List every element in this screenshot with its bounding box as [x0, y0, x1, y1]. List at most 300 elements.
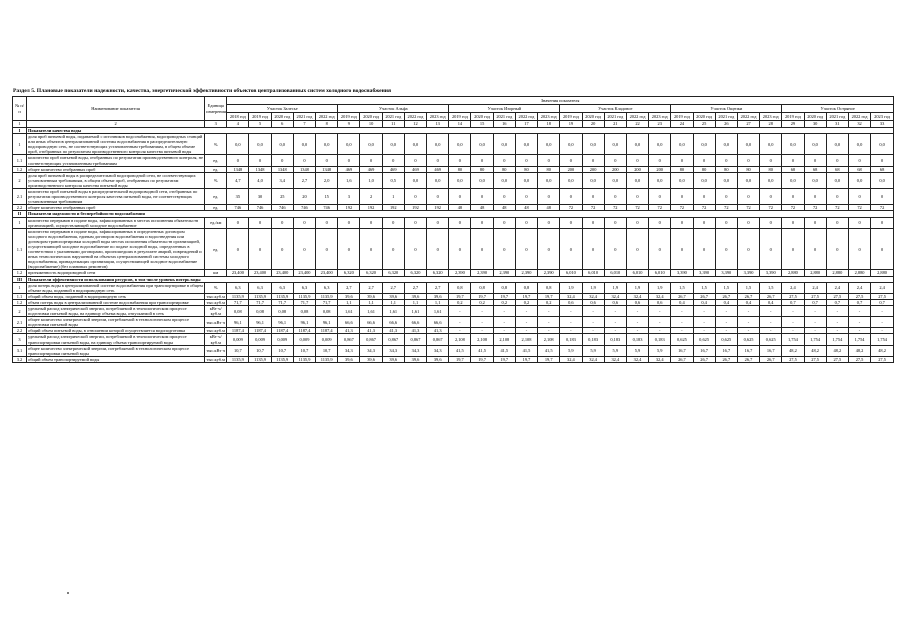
- value-cell: -: [538, 317, 560, 328]
- value-cell: 1,754: [804, 334, 826, 345]
- value-cell: 72: [582, 205, 604, 211]
- value-cell: 0,0: [871, 172, 894, 188]
- value-cell: 0,183: [604, 334, 626, 345]
- value-cell: -: [826, 306, 848, 317]
- value-cell: 48: [471, 205, 493, 211]
- value-cell: 2,880: [826, 270, 848, 276]
- indicator-name: удельный расход электрической энергии, потребляемой в технологическом процессе транспортировки питьевой воды, на единицу объема транспортируемой воды: [27, 334, 205, 345]
- value-cell: 0: [671, 228, 693, 270]
- value-cell: 0,0: [538, 172, 560, 188]
- value-cell: 0: [760, 217, 782, 228]
- column-number: 21: [604, 121, 626, 128]
- value-cell: 1,1: [382, 299, 404, 305]
- value-cell: 3,390: [693, 270, 715, 276]
- header-year: 2020 год: [804, 113, 826, 121]
- value-cell: -: [604, 306, 626, 317]
- value-cell: 0: [293, 217, 315, 228]
- value-cell: 0,0: [404, 172, 426, 188]
- value-cell: 0,0: [848, 172, 870, 188]
- value-cell: 0,867: [338, 334, 360, 345]
- value-cell: 0: [760, 155, 782, 166]
- value-cell: 0: [871, 228, 894, 270]
- value-cell: 27,5: [804, 293, 826, 299]
- value-cell: 1,61: [360, 306, 382, 317]
- section-title: Показатели качества воды: [27, 128, 894, 134]
- value-cell: -: [604, 317, 626, 328]
- value-cell: 1,5: [715, 282, 737, 293]
- value-cell: 200: [560, 166, 582, 172]
- value-cell: 0,0: [693, 172, 715, 188]
- value-cell: -: [626, 317, 648, 328]
- value-cell: 48,2: [848, 345, 870, 356]
- value-cell: 0: [871, 189, 894, 205]
- value-cell: 0,08: [293, 306, 315, 317]
- value-cell: 27,5: [782, 293, 804, 299]
- value-cell: 32,4: [604, 356, 626, 362]
- value-cell: 0: [626, 189, 648, 205]
- value-cell: 0,0: [249, 134, 271, 155]
- value-cell: 19,7: [515, 356, 537, 362]
- table-row: [13, 282, 894, 293]
- header-year: 2020 год: [360, 113, 382, 121]
- value-cell: -: [804, 317, 826, 328]
- value-cell: -: [493, 317, 515, 328]
- value-cell: 3,4: [271, 172, 293, 188]
- value-cell: 0: [538, 189, 560, 205]
- value-cell: 1348: [271, 166, 293, 172]
- value-cell: 48: [538, 205, 560, 211]
- header-year: 2022 год: [515, 113, 537, 121]
- value-cell: 2,108: [515, 334, 537, 345]
- value-cell: 39,6: [382, 293, 404, 299]
- value-cell: 0,183: [649, 334, 671, 345]
- value-cell: 48: [515, 205, 537, 211]
- value-cell: 39,6: [338, 293, 360, 299]
- value-cell: 192: [382, 205, 404, 211]
- value-cell: 23,400: [316, 270, 338, 276]
- value-cell: -: [449, 306, 471, 317]
- row-number: 2.1: [13, 189, 27, 205]
- value-cell: 34,3: [382, 345, 404, 356]
- value-cell: 1,1: [338, 299, 360, 305]
- value-cell: 71,7: [316, 299, 338, 305]
- unit-cell: %: [205, 134, 227, 155]
- value-cell: 0,867: [382, 334, 404, 345]
- value-cell: 39,6: [404, 293, 426, 299]
- header-year: 2019 год: [249, 113, 271, 121]
- table-row: [13, 356, 894, 362]
- value-cell: 0: [626, 228, 648, 270]
- value-cell: 0: [382, 228, 404, 270]
- value-cell: 16,7: [693, 345, 715, 356]
- header-site: Участок Альфа: [338, 105, 449, 113]
- value-cell: 1,754: [848, 334, 870, 345]
- header-year: 2023 год: [427, 113, 449, 121]
- value-cell: 26,7: [760, 356, 782, 362]
- value-cell: 1187,4: [227, 328, 249, 334]
- value-cell: 1135,9: [293, 293, 315, 299]
- value-cell: 72: [760, 205, 782, 211]
- value-cell: 0: [316, 217, 338, 228]
- indicator-name: общий объем транспортируемой воды: [27, 356, 205, 362]
- value-cell: 0,7: [848, 299, 870, 305]
- table-row: [13, 155, 894, 166]
- value-cell: 0,0: [227, 134, 249, 155]
- header-year: 2020 год: [693, 113, 715, 121]
- value-cell: 2,390: [449, 270, 471, 276]
- column-number: 18: [538, 121, 560, 128]
- value-cell: 41,5: [471, 345, 493, 356]
- value-cell: 0,0: [604, 172, 626, 188]
- column-number: 24: [671, 121, 693, 128]
- value-cell: 2,7: [427, 282, 449, 293]
- value-cell: 469: [404, 166, 426, 172]
- value-cell: 1348: [249, 166, 271, 172]
- value-cell: 0,0: [515, 172, 537, 188]
- unit-cell: тыс.кВт·ч: [205, 345, 227, 356]
- indicator-name: общий объем воды, поданной в водопроводную сеть: [27, 293, 205, 299]
- value-cell: 0: [760, 228, 782, 270]
- value-cell: 0,0: [449, 134, 471, 155]
- value-cell: 19,7: [471, 356, 493, 362]
- value-cell: 6,3: [271, 282, 293, 293]
- value-cell: 2,880: [804, 270, 826, 276]
- value-cell: 0: [804, 189, 826, 205]
- value-cell: -: [582, 317, 604, 328]
- value-cell: 10,7: [249, 345, 271, 356]
- value-cell: 0,0: [582, 134, 604, 155]
- value-cell: 48: [493, 205, 515, 211]
- value-cell: 0: [737, 217, 759, 228]
- value-cell: 10,7: [227, 345, 249, 356]
- value-cell: 72: [671, 205, 693, 211]
- value-cell: 0,0: [693, 134, 715, 155]
- value-cell: 192: [360, 205, 382, 211]
- header-year: 2019 год: [449, 113, 471, 121]
- column-number: 4: [227, 121, 249, 128]
- indicator-name: общее количество отобранных проб: [27, 166, 205, 172]
- value-cell: -: [826, 317, 848, 328]
- value-cell: -: [826, 328, 848, 334]
- column-number: 13: [427, 121, 449, 128]
- value-cell: 26,7: [693, 293, 715, 299]
- value-cell: 0,0: [538, 134, 560, 155]
- indicator-name: доля проб питьевой воды, подаваемой с источников водоснабжения, водопроводных станций или иных объектов централизованной системы водоснабжения в распределительную водопроводную сеть, не соответствующих установленным требованиям, в общем объеме проб, отобранных по результатам производственного контроля качества питьевой воды: [27, 134, 205, 155]
- value-cell: 1135,9: [249, 293, 271, 299]
- value-cell: 27,5: [848, 356, 870, 362]
- value-cell: 80: [737, 166, 759, 172]
- value-cell: 41,3: [404, 328, 426, 334]
- value-cell: 0,183: [560, 334, 582, 345]
- value-cell: 0,0: [760, 134, 782, 155]
- value-cell: 2,390: [538, 270, 560, 276]
- value-cell: 0,009: [293, 334, 315, 345]
- value-cell: 0: [515, 189, 537, 205]
- value-cell: 0: [848, 217, 870, 228]
- value-cell: 0: [782, 217, 804, 228]
- row-number: 1: [13, 282, 27, 293]
- value-cell: 19,7: [493, 356, 515, 362]
- value-cell: 48: [449, 205, 471, 211]
- value-cell: 0,0: [560, 172, 582, 188]
- value-cell: 41,5: [449, 345, 471, 356]
- value-cell: 6,010: [560, 270, 582, 276]
- value-cell: 32,4: [626, 293, 648, 299]
- value-cell: 39,6: [382, 356, 404, 362]
- value-cell: -: [715, 317, 737, 328]
- value-cell: 23,400: [271, 270, 293, 276]
- value-cell: -: [760, 328, 782, 334]
- value-cell: -: [760, 306, 782, 317]
- row-number: 3.1: [13, 345, 27, 356]
- value-cell: 32,4: [560, 293, 582, 299]
- value-cell: 39,6: [338, 356, 360, 362]
- value-cell: 34,3: [427, 345, 449, 356]
- indicator-name: доля потерь воды в централизованной системе водоснабжения при транспортировке в общем объеме воды, поданной в водопроводную сеть: [28, 282, 203, 293]
- header-year: 2023 год: [538, 113, 560, 121]
- value-cell: 0,0: [471, 172, 493, 188]
- value-cell: 0: [360, 155, 382, 166]
- header-year: 2021 год: [715, 113, 737, 121]
- value-cell: 2,108: [471, 334, 493, 345]
- value-cell: -: [626, 328, 648, 334]
- value-cell: 15: [316, 189, 338, 205]
- value-cell: 72: [715, 205, 737, 211]
- value-cell: 0: [582, 155, 604, 166]
- value-cell: 19,7: [449, 356, 471, 362]
- value-cell: 0,5: [382, 172, 404, 188]
- value-cell: 6,3: [316, 282, 338, 293]
- row-number: 1.2: [13, 299, 27, 305]
- value-cell: -: [493, 306, 515, 317]
- value-cell: 2,4: [782, 282, 804, 293]
- value-cell: 66,6: [382, 317, 404, 328]
- column-number: 10: [360, 121, 382, 128]
- value-cell: 0: [671, 155, 693, 166]
- value-cell: 72: [693, 205, 715, 211]
- value-cell: -: [626, 306, 648, 317]
- column-number: 11: [382, 121, 404, 128]
- table-row: [13, 172, 894, 188]
- value-cell: 0: [693, 217, 715, 228]
- value-cell: -: [538, 328, 560, 334]
- value-cell: 80: [715, 166, 737, 172]
- value-cell: 3: [338, 189, 360, 205]
- value-cell: 2,880: [782, 270, 804, 276]
- value-cell: 0,183: [582, 334, 604, 345]
- value-cell: 0: [227, 228, 249, 270]
- value-cell: 0: [449, 189, 471, 205]
- unit-cell: тыс.куб.м: [206, 328, 225, 334]
- value-cell: 0: [582, 189, 604, 205]
- value-cell: 0,0: [582, 172, 604, 188]
- value-cell: 0,0: [515, 134, 537, 155]
- value-cell: 0,0: [782, 172, 804, 188]
- table-row: [13, 189, 894, 205]
- value-cell: 0: [316, 155, 338, 166]
- value-cell: 0: [515, 217, 537, 228]
- value-cell: 1,9: [626, 282, 648, 293]
- value-cell: 0,4: [671, 299, 693, 305]
- value-cell: 0,2: [515, 299, 537, 305]
- value-cell: 746: [227, 205, 249, 211]
- value-cell: -: [715, 306, 737, 317]
- value-cell: 0: [227, 155, 249, 166]
- value-cell: 2,108: [449, 334, 471, 345]
- table-row: [13, 306, 894, 317]
- value-cell: 2,880: [871, 270, 894, 276]
- indicator-name: протяженность водопроводной сети: [27, 270, 205, 276]
- value-cell: 0: [427, 217, 449, 228]
- value-cell: -: [515, 306, 537, 317]
- value-cell: 200: [649, 166, 671, 172]
- row-number: 1: [13, 134, 27, 155]
- unit-cell: %: [205, 172, 227, 188]
- row-number: 2.2: [13, 328, 27, 334]
- value-cell: 1,1: [360, 299, 382, 305]
- value-cell: 6,010: [649, 270, 671, 276]
- value-cell: 0,2: [449, 299, 471, 305]
- value-cell: -: [782, 328, 804, 334]
- column-number: 2: [27, 121, 205, 128]
- column-number: 33: [871, 121, 894, 128]
- value-cell: 5,9: [582, 345, 604, 356]
- scan-speck: [67, 592, 69, 594]
- value-cell: 72: [848, 205, 870, 211]
- column-number: 12: [404, 121, 426, 128]
- header-year: 2022 год: [404, 113, 426, 121]
- value-cell: 0: [382, 217, 404, 228]
- value-cell: 0,08: [249, 306, 271, 317]
- value-cell: 48,2: [826, 345, 848, 356]
- value-cell: 0: [693, 189, 715, 205]
- value-cell: 0,2: [538, 299, 560, 305]
- value-cell: 26,7: [760, 293, 782, 299]
- value-cell: 0: [560, 217, 582, 228]
- value-cell: 23,400: [249, 270, 271, 276]
- value-cell: 0: [760, 189, 782, 205]
- value-cell: 19,7: [449, 293, 471, 299]
- value-cell: 2,108: [538, 334, 560, 345]
- value-cell: 41,3: [427, 328, 449, 334]
- value-cell: 1187,4: [293, 328, 315, 334]
- value-cell: 1135,9: [316, 293, 338, 299]
- table-row: [13, 228, 894, 270]
- value-cell: 0,0: [737, 134, 759, 155]
- value-cell: 71,7: [249, 299, 271, 305]
- value-cell: 746: [293, 205, 315, 211]
- column-number: 19: [560, 121, 582, 128]
- value-cell: 200: [604, 166, 626, 172]
- value-cell: 0: [871, 155, 894, 166]
- value-cell: 71,7: [271, 299, 293, 305]
- value-cell: 0: [449, 155, 471, 166]
- value-cell: 0,0: [293, 134, 315, 155]
- value-cell: 0: [604, 217, 626, 228]
- value-cell: 1348: [227, 166, 249, 172]
- value-cell: 0,0: [427, 172, 449, 188]
- value-cell: -: [804, 328, 826, 334]
- value-cell: 0,7: [804, 299, 826, 305]
- value-cell: 0: [493, 228, 515, 270]
- value-cell: 0: [249, 228, 271, 270]
- column-number: 6: [271, 121, 293, 128]
- indicator-name: количество перерывов в подаче воды, зафиксированных в определенных договором холодного водоснабжения, единым договором водоснабжения и водоотведения или договором транспортировки холодной воды местах исполнения обязательств организацией, осуществляющей холодное водоснабжение по подаче холодной воды, определенных в соответствии с указанными договорами, произошедших в результате аварий, повреждений и иных технологических нарушений на объектах централизованной системы холодного водоснабжения, принадлежащих организации, осуществляющей холодное водоснабжение (водоснабжение) (без плановых ремонтов): [27, 228, 205, 270]
- value-cell: 6,010: [626, 270, 648, 276]
- section-title: Показатели надежности и бесперебойности водоснабжения: [27, 211, 894, 217]
- value-cell: 0,0: [316, 134, 338, 155]
- value-cell: 192: [338, 205, 360, 211]
- row-number: 2.2: [13, 205, 27, 211]
- value-cell: 5,9: [626, 345, 648, 356]
- value-cell: 1,6: [338, 172, 360, 188]
- indicator-name: общее количество электрической энергии, потребляемой в технологическом процессе подготовки питьевой воды: [27, 317, 205, 328]
- unit-cell: ед.: [205, 155, 227, 166]
- value-cell: 19,7: [538, 356, 560, 362]
- value-cell: 71,7: [293, 299, 315, 305]
- value-cell: 0: [715, 189, 737, 205]
- value-cell: 0,0: [848, 134, 870, 155]
- value-cell: 192: [404, 205, 426, 211]
- value-cell: 26,7: [715, 293, 737, 299]
- value-cell: 39,6: [427, 293, 449, 299]
- column-number: 9: [338, 121, 360, 128]
- value-cell: 1348: [316, 166, 338, 172]
- value-cell: 0: [493, 155, 515, 166]
- value-cell: 0,2: [493, 299, 515, 305]
- header-year: 2021 год: [826, 113, 848, 121]
- value-cell: 39,6: [427, 356, 449, 362]
- value-cell: 0,0: [826, 134, 848, 155]
- value-cell: 5,9: [649, 345, 671, 356]
- column-number: 29: [782, 121, 804, 128]
- header-year: 2022 год: [737, 113, 759, 121]
- value-cell: -: [538, 306, 560, 317]
- header-year: 2021 год: [382, 113, 404, 121]
- header-year: 2020 год: [471, 113, 493, 121]
- value-cell: 0: [560, 189, 582, 205]
- value-cell: 1,754: [782, 334, 804, 345]
- value-cell: 0,08: [227, 306, 249, 317]
- value-cell: 1,61: [427, 306, 449, 317]
- value-cell: 27,5: [804, 356, 826, 362]
- value-cell: 2,390: [515, 270, 537, 276]
- indicator-name: количество перерывов в подаче воды, зафиксированных в местах исполнения обязательств организацией, осуществляющей холодное водоснабжение: [27, 217, 205, 228]
- value-cell: 0,009: [271, 334, 293, 345]
- value-cell: 1135,9: [316, 356, 338, 362]
- value-cell: 0,0: [826, 172, 848, 188]
- value-cell: 0,625: [760, 334, 782, 345]
- section-title: Показатели эффективности использования ресурсов, в том числе уровень потерь воды: [27, 276, 894, 282]
- value-cell: 10,7: [316, 345, 338, 356]
- header-values: Значения показателя: [227, 97, 894, 105]
- column-number: 27: [737, 121, 759, 128]
- value-cell: 0: [316, 228, 338, 270]
- value-cell: 0: [671, 189, 693, 205]
- value-cell: 41,3: [360, 328, 382, 334]
- indicator-name: количество проб питьевой воды в распределительной водопроводной сети, отобранных по результатам производственного контроля качества питьевой воды, не соответствующих установленным требованиям: [27, 189, 205, 205]
- table-row: [13, 217, 894, 228]
- value-cell: 0: [848, 189, 870, 205]
- value-cell: 0,8: [538, 282, 560, 293]
- value-cell: 1,9: [560, 282, 582, 293]
- value-cell: 6,3: [249, 282, 271, 293]
- value-cell: 10,7: [293, 345, 315, 356]
- value-cell: 68: [782, 166, 804, 172]
- header-year: 2020 год: [271, 113, 293, 121]
- header-site: Участок Изорный: [449, 105, 560, 113]
- value-cell: -: [693, 317, 715, 328]
